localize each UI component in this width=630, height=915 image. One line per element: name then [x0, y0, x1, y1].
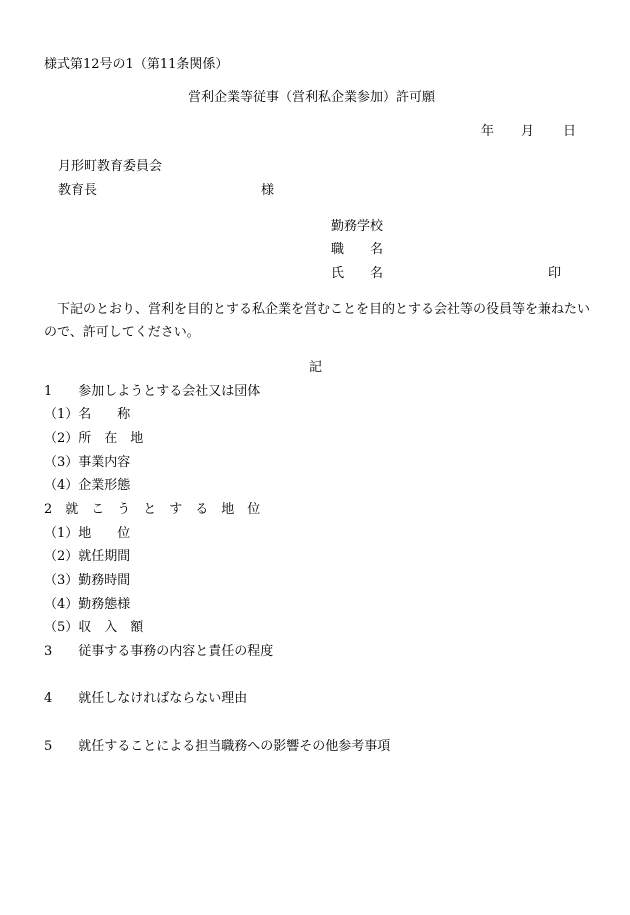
section-5-title: 5 就任することによる担当職務への影響その他参考事項 — [44, 739, 391, 754]
applicant-position-label: 職 名 — [331, 242, 384, 257]
date-year-label: 年 — [481, 124, 495, 139]
section-1-item-2: （2）所 在 地 — [44, 431, 144, 446]
section-4-title: 4 就任しなければならない理由 — [44, 691, 248, 706]
addressee-board: 月形町教育委員会 — [58, 159, 163, 174]
section-2-item-1: （1）地 位 — [44, 526, 131, 541]
section-1-item-4: （4）企業形態 — [44, 478, 131, 493]
section-2-item-4: （4）勤務態様 — [44, 597, 131, 612]
form-number: 様式第12号の1（第11条関係） — [44, 57, 229, 72]
section-1-item-3: （3）事業内容 — [44, 455, 131, 470]
addressee-superintendent: 教育長 — [58, 183, 98, 198]
section-1-item-1: （1）名 称 — [44, 407, 131, 422]
date-month-label: 月 — [521, 124, 535, 139]
section-3-title: 3 従事する事務の内容と責任の程度 — [44, 644, 274, 659]
date-day-label: 日 — [563, 124, 577, 139]
section-2-item-3: （3）勤務時間 — [44, 573, 131, 588]
section-1-title: 1 参加しようとする会社又は団体 — [44, 384, 261, 399]
applicant-school-label: 勤務学校 — [331, 219, 384, 234]
ki-heading: 記 — [309, 360, 323, 375]
applicant-name-label: 氏 名 — [331, 266, 384, 281]
section-2-title: 2 就 こ う と す る 地 位 — [44, 502, 261, 517]
section-2-item-2: （2）就任期間 — [44, 549, 131, 564]
addressee-honorific: 様 — [261, 183, 275, 198]
seal-mark: 印 — [548, 266, 562, 281]
request-paragraph: 下記のとおり、営利を目的とする私企業を営むことを目的とする会社等の役員等を兼ねたいので、許可してください。 — [44, 302, 591, 340]
section-2-item-5: （5）収 入 額 — [44, 620, 144, 635]
document-title: 営利企業等従事（営利私企業参加）許可願 — [188, 90, 436, 105]
